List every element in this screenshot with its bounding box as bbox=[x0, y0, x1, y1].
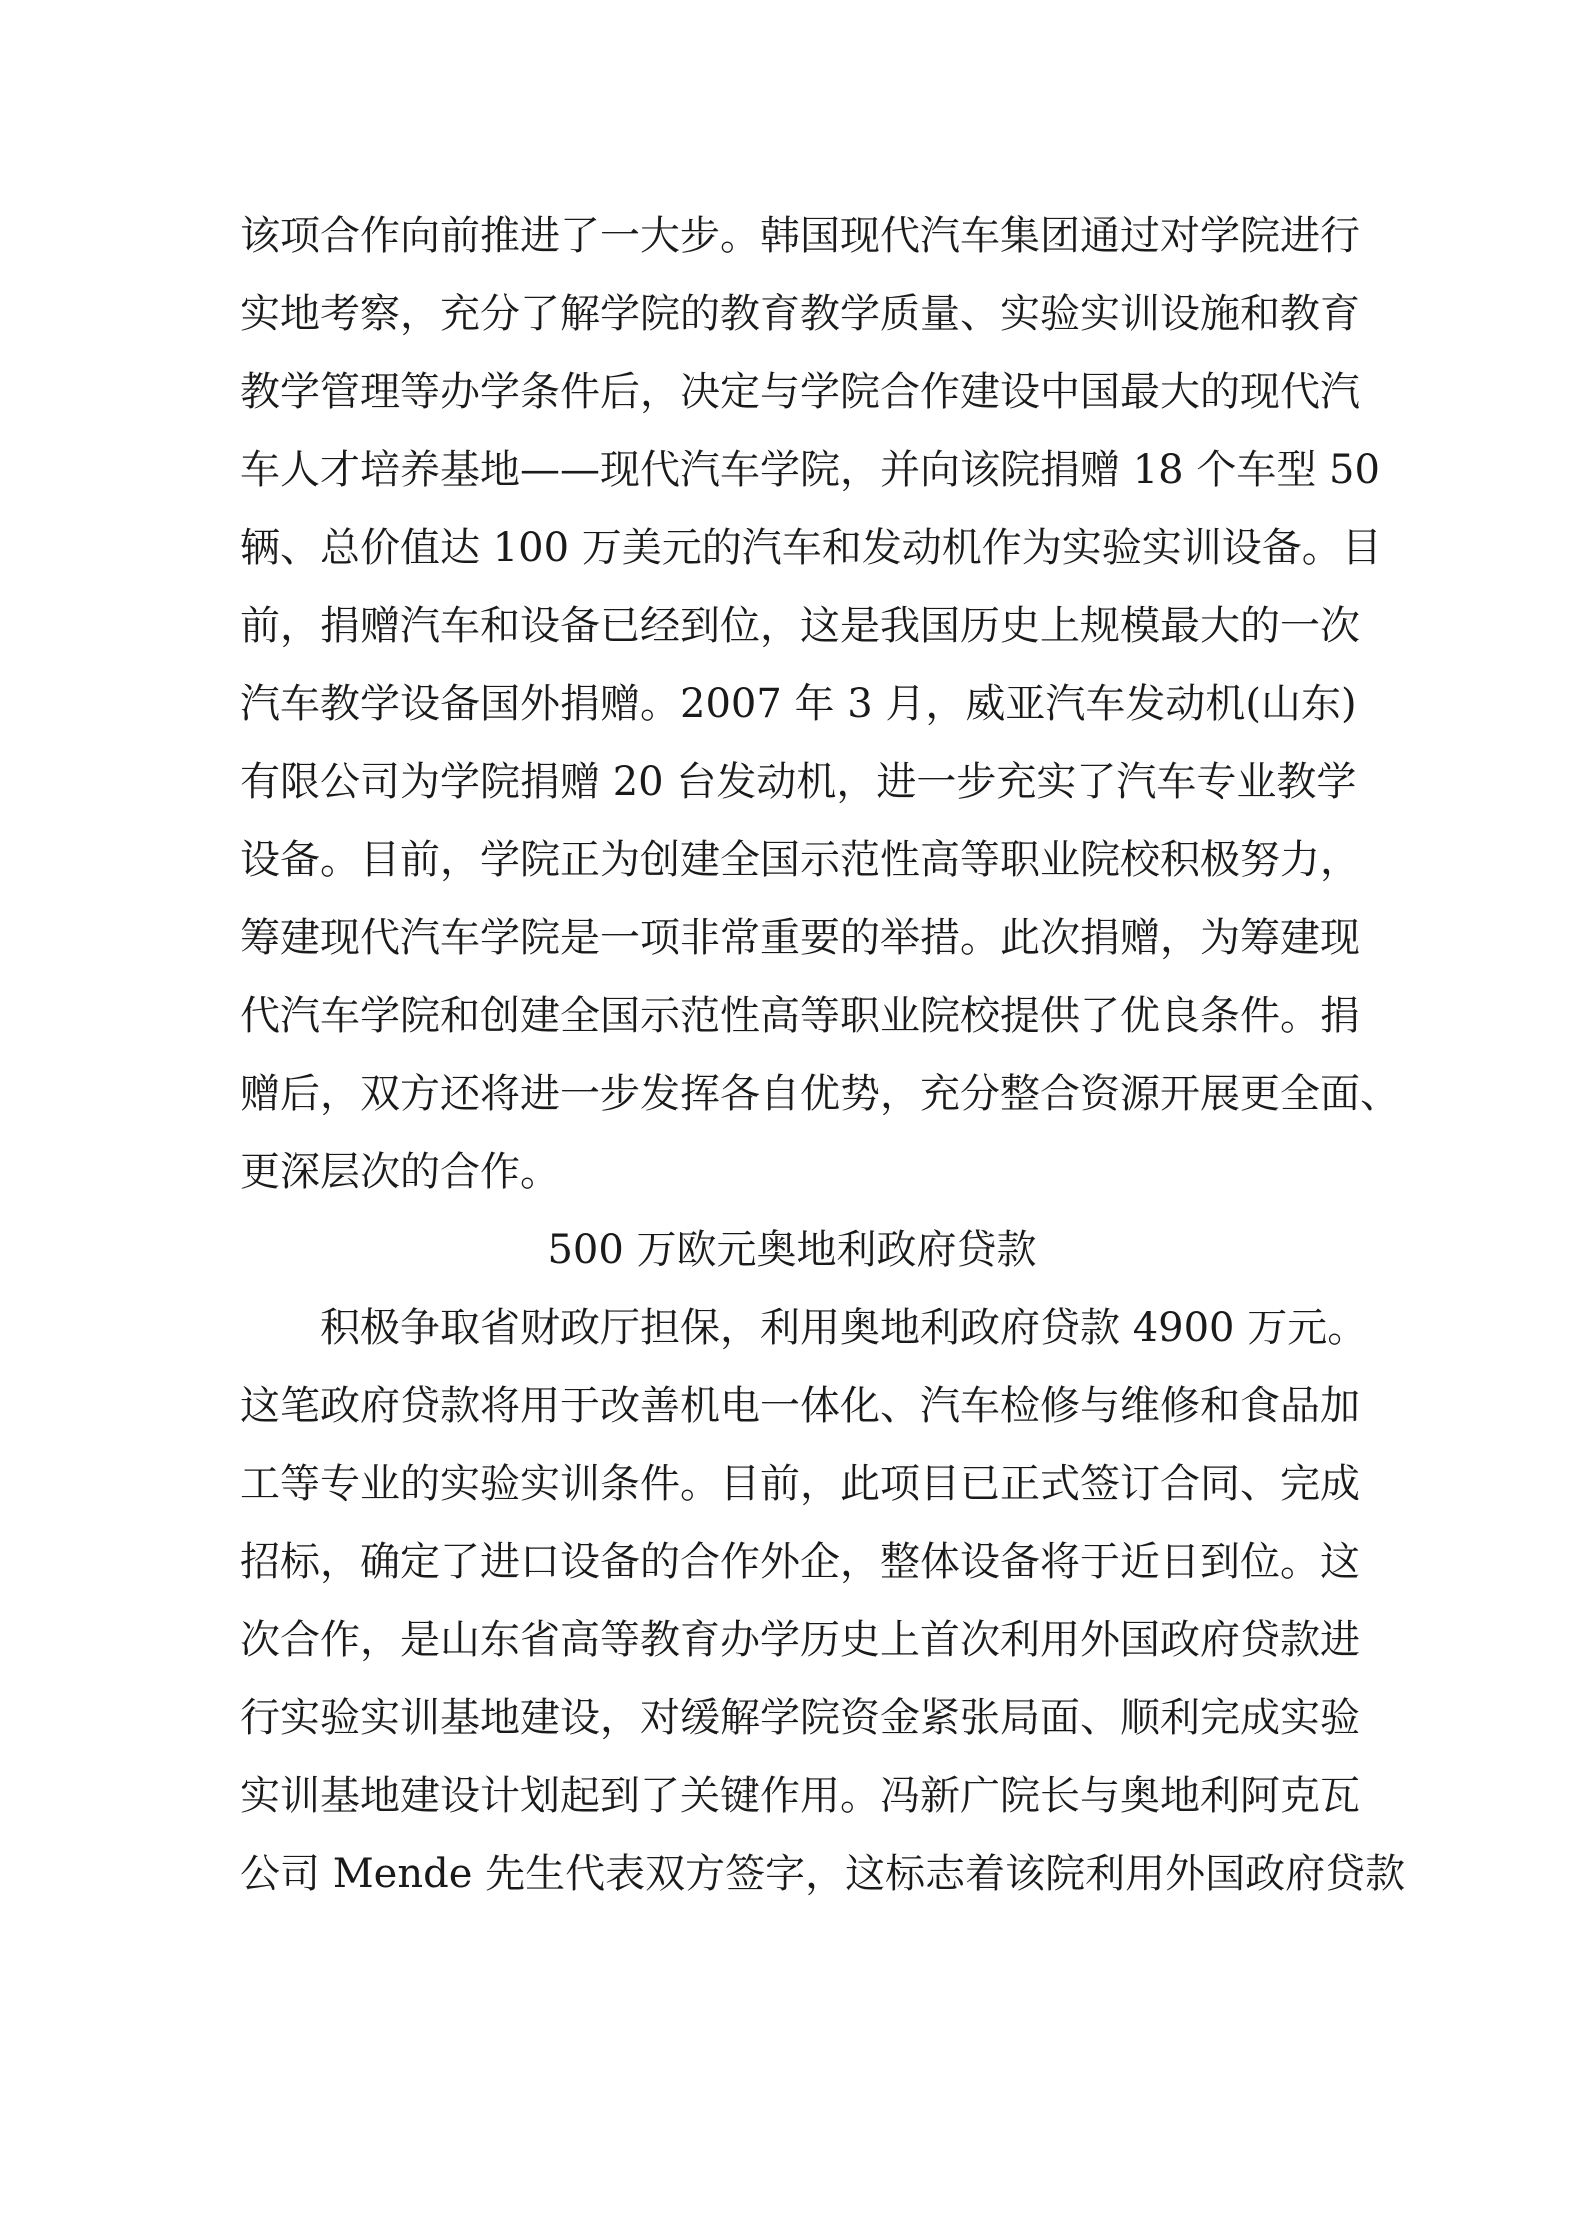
paragraph-line: 有限公司为学院捐赠 20 台发动机，进一步充实了汽车专业教学 bbox=[240, 759, 1357, 805]
paragraph-line: 更深层次的合作。 bbox=[240, 1149, 560, 1195]
paragraph-line: 该项合作向前推进了一大步。韩国现代汽车集团通过对学院进行 bbox=[240, 213, 1360, 259]
paragraph-line: 设备。目前，学院正为创建全国示范性高等职业院校积极努力， bbox=[240, 837, 1360, 883]
paragraph-line: 次合作，是山东省高等教育办学历史上首次利用外国政府贷款进 bbox=[240, 1617, 1360, 1663]
paragraph-line: 这笔政府贷款将用于改善机电一体化、汽车检修与维修和食品加 bbox=[240, 1383, 1360, 1429]
paragraph-line: 汽车教学设备国外捐赠。2007 年 3 月，威亚汽车发动机(山东) bbox=[240, 681, 1357, 727]
paragraph-line: 积极争取省财政厅担保，利用奥地利政府贷款 4900 万元。 bbox=[320, 1305, 1368, 1351]
paragraph-line: 辆、总价值达 100 万美元的汽车和发动机作为实验实训设备。目 bbox=[240, 525, 1382, 571]
section-heading: 500 万欧元奥地利政府贷款 bbox=[547, 1227, 1037, 1273]
paragraph-line: 实训基地建设计划起到了关键作用。冯新广院长与奥地利阿克瓦 bbox=[240, 1773, 1360, 1819]
paragraph-line: 前，捐赠汽车和设备已经到位，这是我国历史上规模最大的一次 bbox=[240, 603, 1360, 649]
paragraph-line: 教学管理等办学条件后，决定与学院合作建设中国最大的现代汽 bbox=[240, 369, 1360, 415]
paragraph-line: 代汽车学院和创建全国示范性高等职业院校提供了优良条件。捐 bbox=[240, 993, 1360, 1039]
paragraph-line: 公司 Mende 先生代表双方签字，这标志着该院利用外国政府贷款 bbox=[240, 1851, 1406, 1897]
paragraph-line: 筹建现代汽车学院是一项非常重要的举措。此次捐赠，为筹建现 bbox=[240, 915, 1360, 961]
paragraph-line: 车人才培养基地——现代汽车学院，并向该院捐赠 18 个车型 50 bbox=[240, 447, 1380, 493]
paragraph-line: 工等专业的实验实训条件。目前，此项目已正式签订合同、完成 bbox=[240, 1461, 1360, 1507]
paragraph-line: 赠后，双方还将进一步发挥各自优势，充分整合资源开展更全面、 bbox=[240, 1071, 1400, 1117]
paragraph-line: 招标，确定了进口设备的合作外企，整体设备将于近日到位。这 bbox=[240, 1539, 1360, 1585]
paragraph-line: 实地考察，充分了解学院的教育教学质量、实验实训设施和教育 bbox=[240, 291, 1360, 337]
paragraph-line: 行实验实训基地建设，对缓解学院资金紧张局面、顺利完成实验 bbox=[240, 1695, 1360, 1741]
